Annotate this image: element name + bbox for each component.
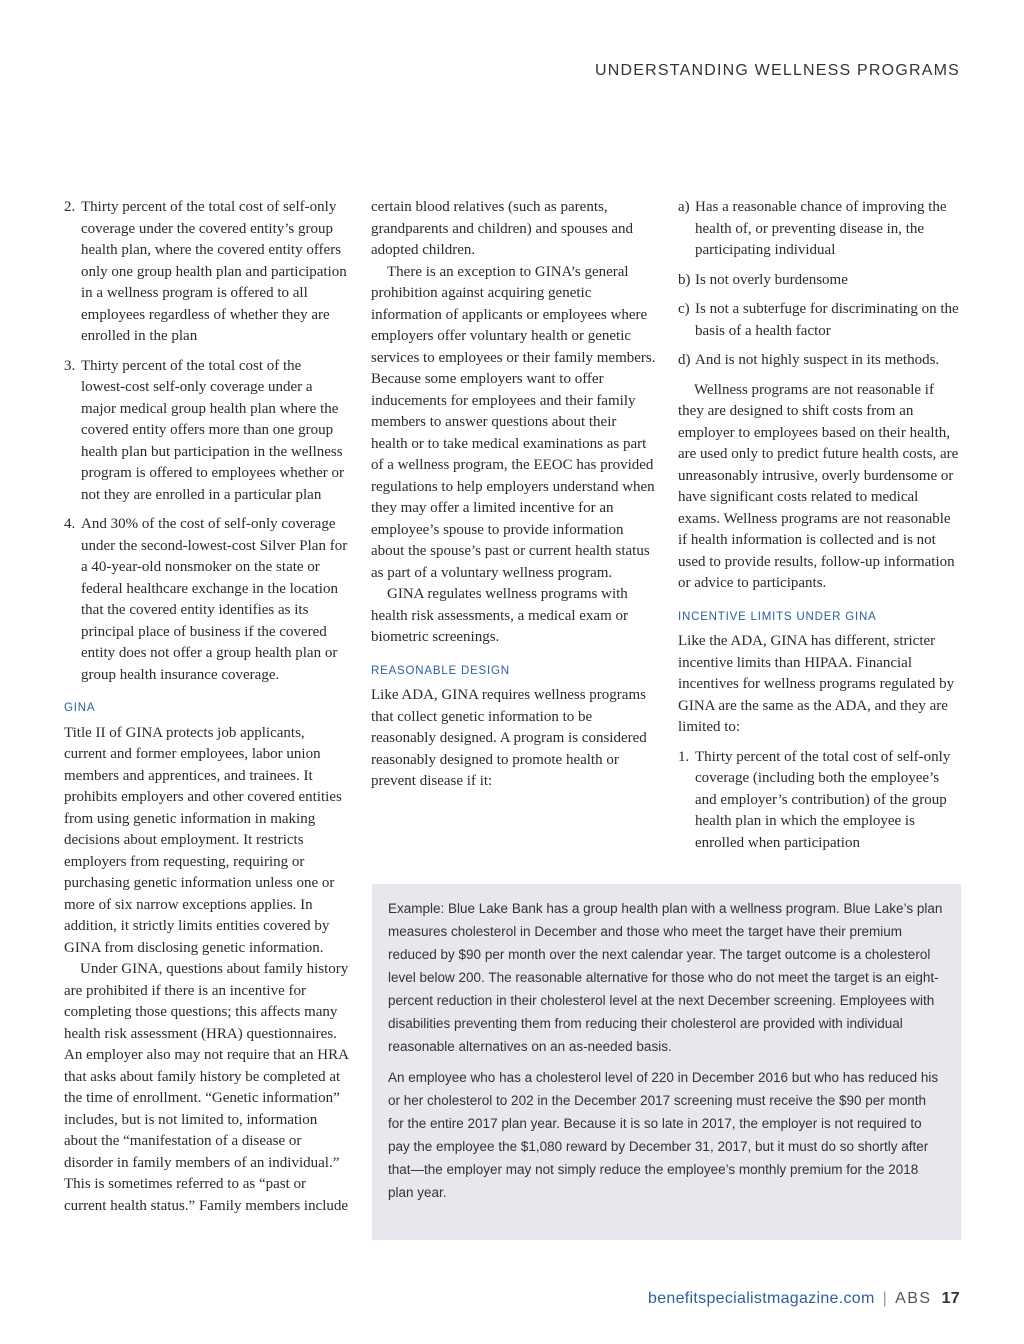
- list-item: b) Is not overly burdensome: [678, 271, 848, 288]
- incentive-list: [678, 747, 963, 855]
- example-paragraph: Example: Blue Lake Bank has a group health plan with a wellness program. Blue Lake’s plan measures cholesterol in December and those who meet the target have their premium reduced by $90 per month over the next calendar year. The target outcome is a cholesterol level below 200. The reasonable alternative for those who do not meet the target is an eight-percent reduction in their cholesterol level at the next December screening. Employees with disabilities preventing them from reducing their cholesterol are provided with individual reasonable alternatives on an as-needed basis.: [388, 901, 943, 1054]
- column-1: [64, 197, 349, 1217]
- list-item: 2. Thirty percent of the total cost of self-only coverage under the covered entity’s group health plan, where the covered entity offers only one group health plan and participation in a wellness program is offered to all employees regardless of whether they are enrolled in the plan: [64, 199, 347, 344]
- page-footer: [648, 1290, 960, 1308]
- footer-separator: |: [882, 1290, 888, 1307]
- footer-publication-abbr: ABS: [895, 1290, 932, 1307]
- section-heading-reasonable-design: REASONABLE DESIGN: [371, 664, 510, 677]
- incentive-list-continued: [64, 197, 349, 686]
- list-item: d) And is not highly suspect in its methods.: [678, 352, 940, 368]
- list-item: 3. Thirty percent of the total cost of the lowest-cost self-only coverage under a major medical group health plan where the covered entity offers more than one group health plan but participation in the wellness program is offered to employees whether or not they are enrolled in a particular plan: [64, 357, 344, 503]
- footer-site-link[interactable]: benefitspecialistmagazine.com: [648, 1290, 875, 1307]
- list-item: c) Is not a subterfuge for discriminating on the basis of a health factor: [678, 301, 959, 339]
- paragraph: GINA regulates wellness programs with health risk assessments, a medical exam or biometric screenings.: [371, 586, 629, 645]
- paragraph: There is an exception to GINA’s general prohibition against acquiring genetic information of applicants or employees where employers offer voluntary health or genetic services to employees or their family members. Because some employers want to offer inducements for employees and their family members to answer questions about their health or to take medical examinations as part of a wellness program, the EEOC has provided regulations to help employers understand when they may offer a limited incentive for an employee’s spouse to provide information about the spouse’s past or current health status as part of a voluntary wellness program.: [371, 263, 656, 581]
- list-item: a) Has a reasonable chance of improving the health of, or preventing disease in, the participating individual: [678, 199, 947, 258]
- page-number: 17: [941, 1290, 960, 1307]
- paragraph: Wellness programs are not reasonable if they are designed to shift costs from an employer to employees based on their health, are used only to predict future health costs, are unreasonably intrusive, overly burdensome or have significant costs related to medical exams. Wellness programs are not reasonable if health information is collected and is not used to provide results, follow-up information or advice to participants.: [678, 381, 959, 591]
- list-item: 4. And 30% of the cost of self-only coverage under the second-lowest-cost Silver Plan for a 40-year-old nonsmoker on the state or federal healthcare exchange in the location that the covered entity identifies as its principal place of business if the covered entity does not offer a group health plan or group health insurance coverage.: [64, 516, 348, 683]
- section-heading-incentive-limits: INCENTIVE LIMITS UNDER GINA: [678, 610, 877, 623]
- paragraph: Title II of GINA protects job applicants, current and former employees, labor union members and apprentices, and trainees. It prohibits employers and other covered entities from using genetic information in making decisions about employment. It restricts employers from requesting, requiring or purchasing genetic information unless one or more of six narrow exceptions applies. In addition, it strictly limits entities covered by GINA from disclosing genetic information.: [64, 724, 342, 956]
- paragraph: Under GINA, questions about family history are prohibited if there is an incentive for completing those questions; this affects many health risk assessment (HRA) questionnaires. An employer also may not require that an HRA that asks about family history be completed at the time of enrollment. “Genetic information” includes, but is not limited to, information about the “manifestation of a disease or disorder in family members of an individual.” This is sometimes referred to as “past or current health status.” Family members include: [64, 961, 349, 1214]
- paragraph: Like the ADA, GINA has different, stricter incentive limits than HIPAA. Financial incentives for wellness programs regulated by GINA are the same as the ADA, and they are limited to:: [678, 633, 955, 735]
- running-header: UNDERSTANDING WELLNESS PROGRAMS: [595, 62, 960, 79]
- example-box: [372, 884, 961, 1240]
- paragraph: certain blood relatives (such as parents, grandparents and children) and spouses and adopted children.: [371, 199, 634, 258]
- example-paragraph: An employee who has a cholesterol level of 220 in December 2016 but who has reduced his or her cholesterol to 202 in the December 2017 screening must receive the $90 per month for the entire 2017 plan year. Because it is so late in 2017, the employer is not required to pay the employee the $1,080 reward by December 31, 2017, but it must do so shortly after that—the employer may not simply reduce the employee’s monthly premium for the 2018 plan year.: [388, 1070, 939, 1200]
- column-3: [678, 197, 963, 862]
- criteria-list: [678, 197, 963, 372]
- section-heading-gina: GINA: [64, 702, 96, 714]
- list-item: 1. Thirty percent of the total cost of self-only coverage (including both the employee’s and employer’s contribution) of the group health plan in which the employee is enrolled when participation: [678, 748, 951, 851]
- paragraph: Like ADA, GINA requires wellness programs that collect genetic information to be reasonably designed. A program is considered reasonably designed to promote health or prevent disease if it:: [371, 687, 647, 789]
- column-2: [371, 197, 656, 793]
